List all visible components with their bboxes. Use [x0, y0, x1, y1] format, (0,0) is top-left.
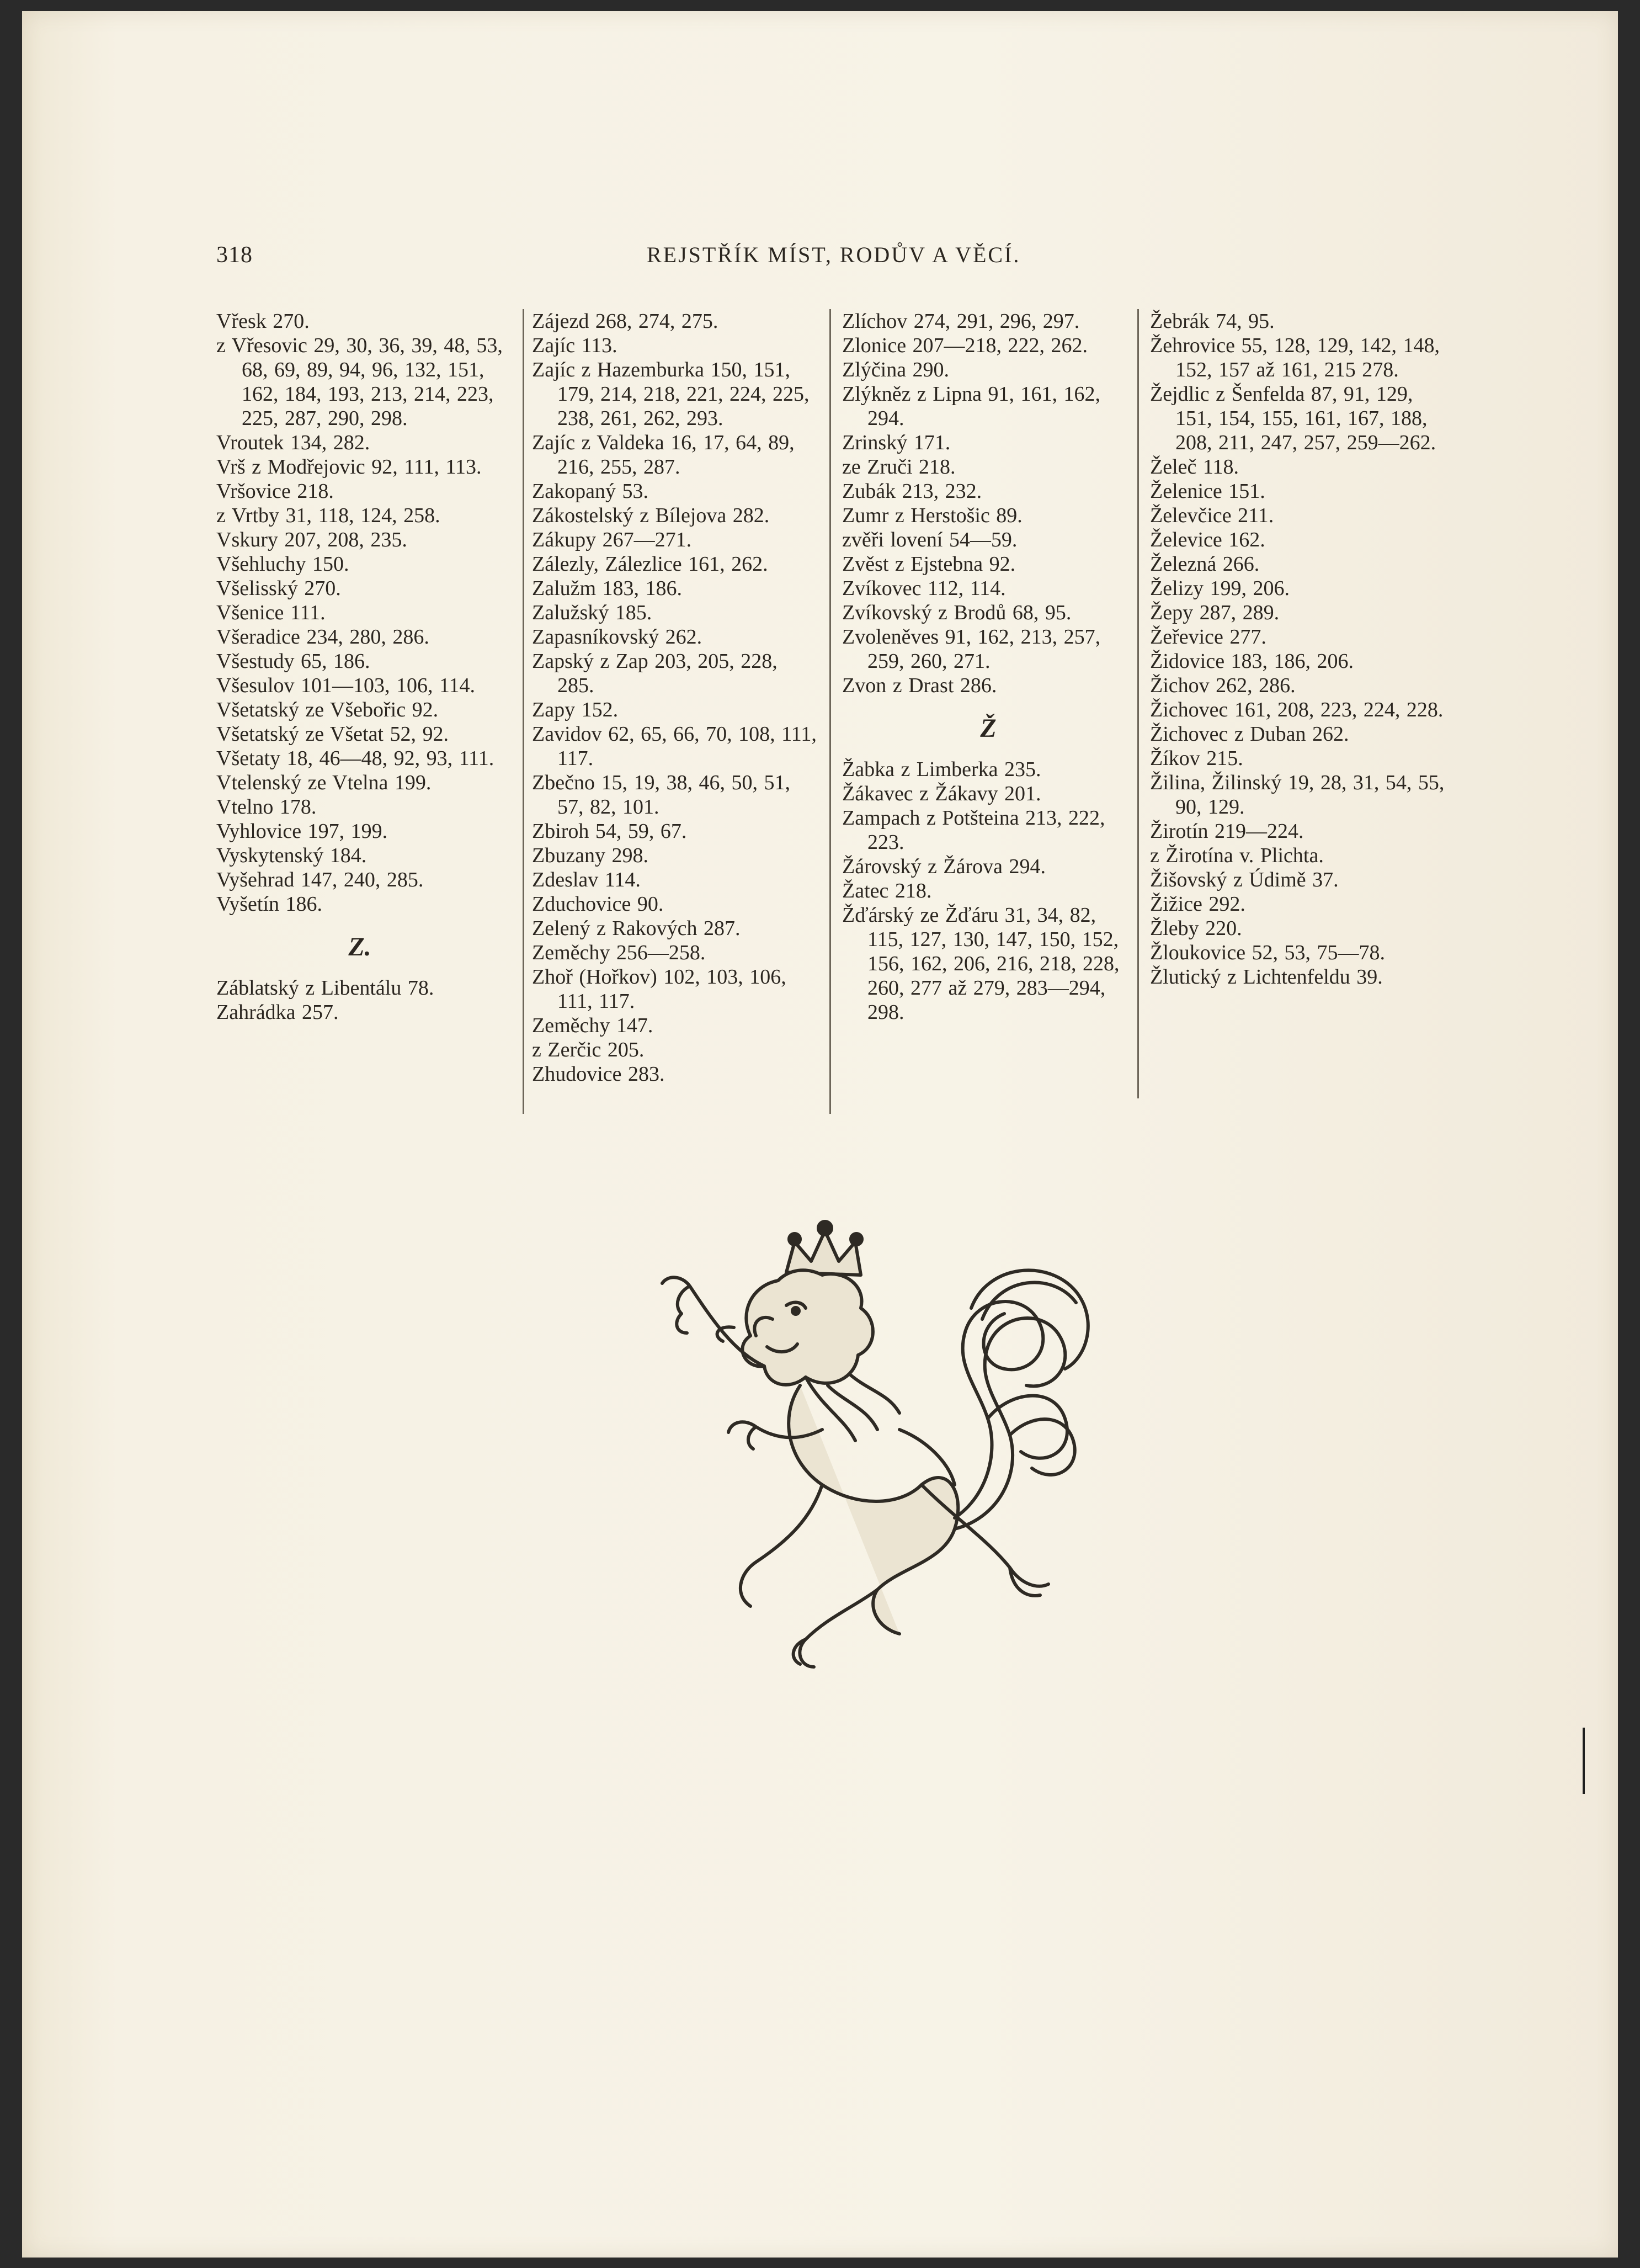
index-entry: Zajíc 113. — [532, 334, 617, 357]
index-entry: Vršovice 218. — [216, 480, 334, 503]
index-entry: Zakopaný 53. — [532, 480, 648, 503]
index-entry: Zavidov 62, 65, 66, 70, 108, 111, 117. — [532, 723, 817, 770]
index-column-2 — [532, 309, 819, 1086]
index-entry: Zhudovice 283. — [532, 1063, 665, 1086]
index-entry: Žabka z Limberka 235. — [842, 758, 1041, 781]
index-entry: Vyhlovice 197, 199. — [216, 820, 388, 843]
index-entry: Zvíkovec 112, 114. — [842, 577, 1006, 600]
index-entry: Všetatský ze Všetat 52, 92. — [216, 723, 449, 746]
column-rule — [829, 309, 831, 1114]
index-entry: z Vřesovic 29, 30, 36, 39, 48, 53, 68, 69, 89, 94, 96, 132, 151, 162, 184, 193, 213, 214, 223, 225, 287, 290, 298. — [216, 334, 503, 430]
index-entry: Žehrovice 55, 128, 129, 142, 148, 152, 157 až 161, 215 278. — [1150, 334, 1440, 381]
index-entry: Zlýčina 290. — [842, 358, 950, 381]
index-entry: Všestudy 65, 186. — [216, 650, 370, 673]
bohemian-lion-icon — [568, 1209, 1175, 1717]
index-entry: Vskury 207, 208, 235. — [216, 528, 407, 551]
index-entry: Zumr z Herstošic 89. — [842, 504, 1023, 527]
index-entry: Všetatský ze Všebořic 92. — [216, 698, 439, 721]
index-column-1 — [216, 309, 503, 1024]
index-entry: Žárovský z Žárova 294. — [842, 855, 1046, 878]
index-entry: Žižice 292. — [1150, 893, 1245, 916]
index-entry: Zvěst z Ejstebna 92. — [842, 553, 1016, 576]
index-entry: Žejdlic z Šenfelda 87, 91, 129, 151, 154, 155, 161, 167, 188, 208, 211, 247, 257, 259—262. — [1150, 383, 1436, 454]
index-entry: Vřesk 270. — [216, 310, 310, 333]
index-entry: Zbiroh 54, 59, 67. — [532, 820, 687, 843]
index-entry: Zvon z Drast 286. — [842, 674, 997, 697]
index-entry: Žebrák 74, 95. — [1150, 310, 1275, 333]
index-entry: Zalužský 185. — [532, 601, 652, 624]
index-entry: Zdeslav 114. — [532, 868, 641, 891]
index-entry: Zvíkovský z Brodů 68, 95. — [842, 601, 1072, 624]
index-entry: Zájezd 268, 274, 275. — [532, 310, 718, 333]
index-entry: Všetaty 18, 46—48, 92, 93, 111. — [216, 747, 494, 770]
index-entry: Želevčice 211. — [1150, 504, 1274, 527]
index-entry: Zlíchov 274, 291, 296, 297. — [842, 310, 1080, 333]
index-entry: Zákupy 267—271. — [532, 528, 692, 551]
index-column-3 — [842, 309, 1135, 1024]
index-entry: Železná 266. — [1150, 553, 1260, 576]
running-title: REJSTŘÍK MÍST, RODŮV A VĚCÍ. — [647, 242, 1021, 267]
section-letter-heading: Ž — [980, 714, 997, 743]
index-entry: Zahrádka 257. — [216, 1001, 339, 1024]
index-entry: Zálezly, Zálezlice 161, 262. — [532, 553, 768, 576]
index-entry: Zalužm 183, 186. — [532, 577, 683, 600]
index-entry: Želizy 199, 206. — [1150, 577, 1290, 600]
index-entry: ze Zruči 218. — [842, 455, 956, 479]
index-entry: Zapasníkovský 262. — [532, 625, 702, 649]
index-entry: Žíkov 215. — [1150, 747, 1243, 770]
index-entry: Zhoř (Hořkov) 102, 103, 106, 111, 117. — [532, 965, 786, 1013]
index-entry: Zeměchy 256—258. — [532, 941, 706, 964]
index-entry: Židovice 183, 186, 206. — [1150, 650, 1354, 673]
index-entry: Želevice 162. — [1150, 528, 1265, 551]
index-entry: Zampach z Potšteina 213, 222, 223. — [842, 806, 1105, 854]
index-entry: Všehluchy 150. — [216, 553, 349, 576]
index-entry: Vyskytenský 184. — [216, 844, 367, 867]
index-entry: Žloukovice 52, 53, 75—78. — [1150, 941, 1386, 964]
index-entry: Zajíc z Valdeka 16, 17, 64, 89, 216, 255, 287. — [532, 431, 795, 479]
index-entry: z Žirotína v. Plichta. — [1150, 844, 1324, 867]
index-entry: z Zerčic 205. — [532, 1038, 645, 1061]
index-entry: Všeradice 234, 280, 286. — [216, 625, 429, 649]
index-entry: Žirotín 219—224. — [1150, 820, 1304, 843]
index-entry: Zapy 152. — [532, 698, 619, 721]
page-header — [216, 242, 1077, 275]
index-entry: Všelisský 270. — [216, 577, 341, 600]
index-entry: Zapský z Zap 203, 205, 228, 285. — [532, 650, 778, 697]
index-entry: Zelený z Rakových 287. — [532, 917, 741, 940]
index-entry: Žleby 220. — [1150, 917, 1242, 940]
index-entry: Želeč 118. — [1150, 455, 1239, 479]
index-entry: Zbečno 15, 19, 38, 46, 50, 51, 57, 82, 101. — [532, 771, 790, 819]
index-entry: Zlýkněz z Lipna 91, 161, 162, 294. — [842, 383, 1101, 430]
index-entry: Zvoleněves 91, 162, 213, 257, 259, 260, 271. — [842, 625, 1101, 673]
index-entry: Vtelno 178. — [216, 795, 317, 819]
page-number: 318 — [216, 242, 253, 268]
section-letter-heading: Z. — [348, 932, 371, 962]
index-entry: zvěři lovení 54—59. — [842, 528, 1018, 551]
index-entry: Žákavec z Žákavy 201. — [842, 782, 1041, 805]
index-column-4 — [1150, 309, 1448, 989]
index-entry: z Vrtby 31, 118, 124, 258. — [216, 504, 440, 527]
index-entry: Vyšetín 186. — [216, 893, 322, 916]
scan-edge-mark — [1583, 1728, 1585, 1794]
index-entry: Vroutek 134, 282. — [216, 431, 370, 454]
index-entry: Zeměchy 147. — [532, 1014, 653, 1037]
index-entry: Všesulov 101—103, 106, 114. — [216, 674, 476, 697]
index-entry: Všenice 111. — [216, 601, 326, 624]
index-entry: Žichov 262, 286. — [1150, 674, 1296, 697]
index-entry: Zajíc z Hazemburka 150, 151, 179, 214, 218, 221, 224, 225, 238, 261, 262, 293. — [532, 358, 810, 430]
index-entry: Žišovský z Údimě 37. — [1150, 868, 1339, 891]
index-entry: Zlonice 207—218, 222, 262. — [842, 334, 1088, 357]
index-entry: Vtelenský ze Vtelna 199. — [216, 771, 432, 794]
index-entry: Zákostelský z Bílejova 282. — [532, 504, 770, 527]
index-entry: Žďárský ze Žďáru 31, 34, 82, 115, 127, 130, 147, 150, 152, 156, 162, 206, 216, 218, 228, 260, 277 až 279, 283—294, 298. — [842, 904, 1120, 1024]
index-entry: Žichovec z Duban 262. — [1150, 723, 1349, 746]
index-entry: Zrinský 171. — [842, 431, 951, 454]
index-entry: Žlutický z Lichtenfeldu 39. — [1150, 965, 1383, 989]
index-entry: Žeřevice 277. — [1150, 625, 1266, 649]
index-entry: Vrš z Modřejovic 92, 111, 113. — [216, 455, 482, 479]
index-entry: Zbuzany 298. — [532, 844, 648, 867]
index-entry: Zubák 213, 232. — [842, 480, 982, 503]
index-entry: Záblatský z Libentálu 78. — [216, 976, 434, 1000]
index-entry: Žatec 218. — [842, 879, 932, 902]
index-entry: Žilina, Žilinský 19, 28, 31, 54, 55, 90, 129. — [1150, 771, 1445, 819]
book-page — [22, 11, 1618, 2258]
index-entry: Žichovec 161, 208, 223, 224, 228. — [1150, 698, 1444, 721]
index-entry: Zduchovice 90. — [532, 893, 664, 916]
column-rule — [1137, 309, 1139, 1098]
column-rule — [523, 309, 524, 1114]
index-entry: Želenice 151. — [1150, 480, 1265, 503]
index-entry: Žepy 287, 289. — [1150, 601, 1280, 624]
index-entry: Vyšehrad 147, 240, 285. — [216, 868, 424, 891]
